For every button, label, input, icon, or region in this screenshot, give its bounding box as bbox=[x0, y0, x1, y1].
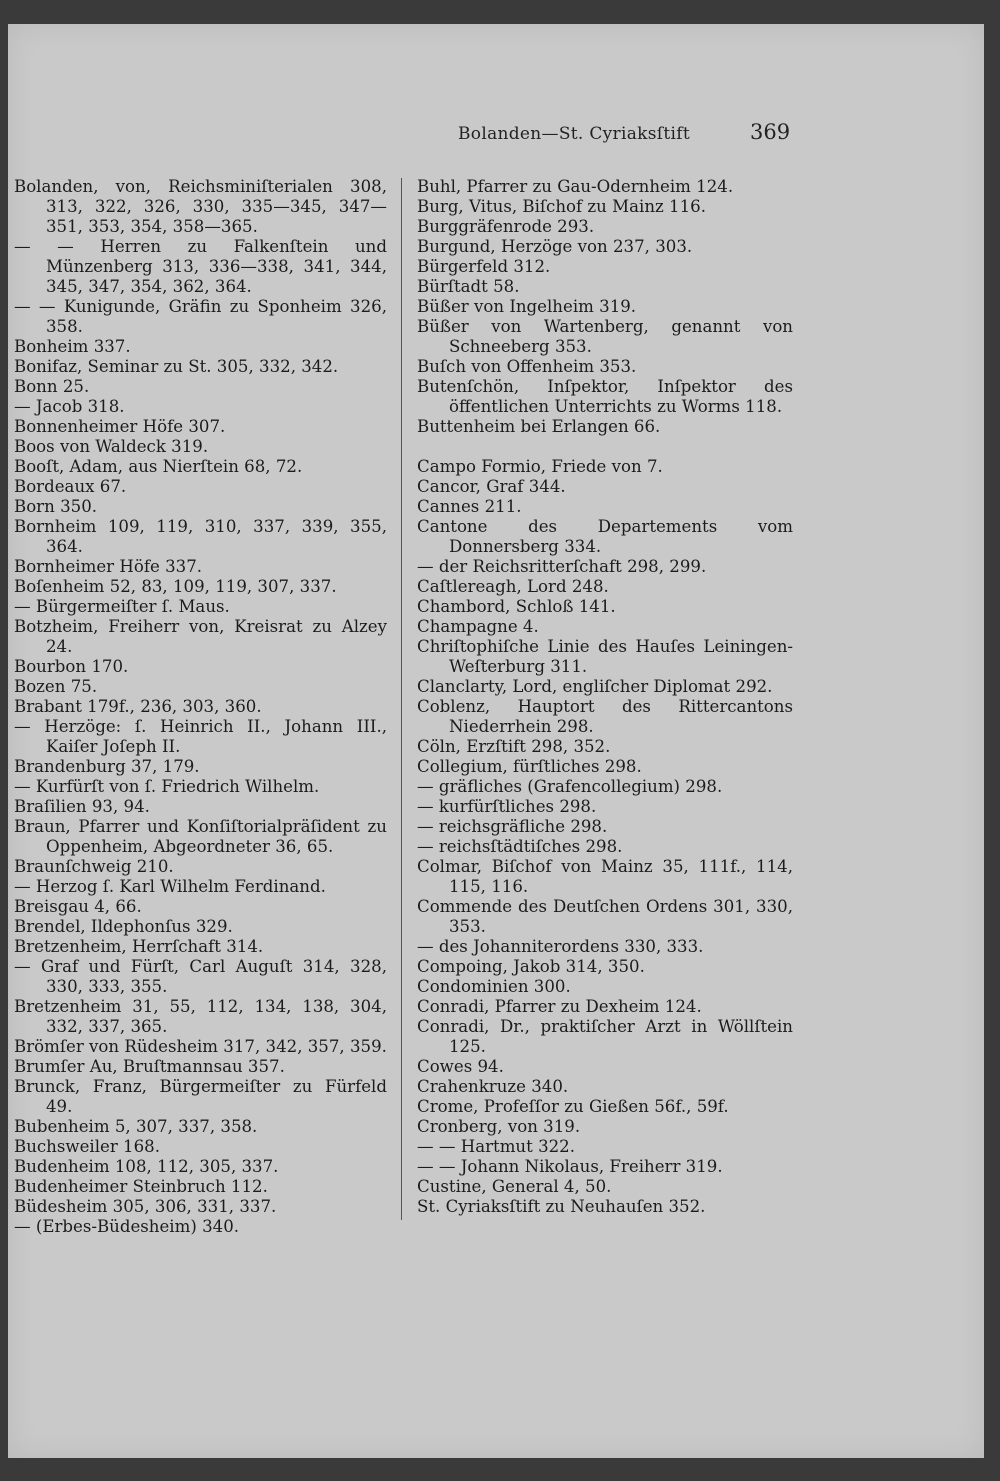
index-entry: Büßer von Wartenberg, genannt von Schneeberg 353. bbox=[417, 317, 793, 356]
index-entry: Bürgerfeld 312. bbox=[417, 257, 551, 276]
index-entry: Buſch von Offenheim 353. bbox=[417, 357, 637, 376]
index-entry: Bonifaz, Seminar zu St. 305, 332, 342. bbox=[14, 357, 339, 376]
index-entry: Bretzenheim, Herrſchaft 314. bbox=[14, 937, 264, 956]
index-entry: Brandenburg 37, 179. bbox=[14, 757, 200, 776]
index-entry: — der Reichsritterſchaft 298, 299. bbox=[417, 557, 707, 576]
index-entry: Chambord, Schloß 141. bbox=[417, 597, 616, 616]
index-entry: Champagne 4. bbox=[417, 617, 539, 636]
index-entry: — Graf und Fürſt, Carl Auguſt 314, 328, 330, 333, 355. bbox=[14, 957, 387, 996]
column-divider bbox=[401, 178, 402, 1220]
index-entry: Budenheimer Steinbruch 112. bbox=[14, 1177, 268, 1196]
index-entry: Cantone des Departements vom Donnersberg 334. bbox=[417, 517, 793, 556]
index-entry: Butenſchön, Inſpektor, Inſpektor des öffentlichen Unterrichts zu Worms 118. bbox=[417, 377, 793, 416]
index-entry: Buttenheim bei Erlangen 66. bbox=[417, 417, 661, 436]
book-page bbox=[8, 24, 984, 1458]
index-entry: Campo Formio, Friede von 7. bbox=[417, 457, 663, 476]
index-entry: Bozen 75. bbox=[14, 677, 98, 696]
index-entry: — Herzöge: ſ. Heinrich II., Johann III., Kaiſer Joſeph II. bbox=[14, 717, 387, 756]
index-entry: — — Johann Nikolaus, Freiherr 319. bbox=[417, 1157, 723, 1176]
index-entry: Caſtlereagh, Lord 248. bbox=[417, 577, 609, 596]
index-entry: — Herzog ſ. Karl Wilhelm Ferdinand. bbox=[14, 877, 326, 896]
index-entry: Bonheim 337. bbox=[14, 337, 131, 356]
index-entry: Compoing, Jakob 314, 350. bbox=[417, 957, 645, 976]
index-entry: — reichsgräfliche 298. bbox=[417, 817, 608, 836]
index-entry: Boſenheim 52, 83, 109, 119, 307, 337. bbox=[14, 577, 337, 596]
index-group-c bbox=[417, 457, 793, 1217]
index-entry: Clanclarty, Lord, engliſcher Diplomat 292. bbox=[417, 677, 773, 696]
index-entry: — Jacob 318. bbox=[14, 397, 125, 416]
index-entry: Bürſtadt 58. bbox=[417, 277, 520, 296]
index-entry: Bornheim 109, 119, 310, 337, 339, 355, 364. bbox=[14, 517, 387, 556]
index-column-right bbox=[417, 177, 793, 1217]
index-entry: Booſt, Adam, aus Nierſtein 68, 72. bbox=[14, 457, 303, 476]
index-entry: Cowes 94. bbox=[417, 1057, 504, 1076]
page-number: 369 bbox=[750, 120, 791, 144]
index-entry: Condominien 300. bbox=[417, 977, 571, 996]
index-entry: Born 350. bbox=[14, 497, 98, 516]
index-entry: Budenheim 108, 112, 305, 337. bbox=[14, 1157, 279, 1176]
index-entry: Bolanden, von, Reichsminiſterialen 308, 313, 322, 326, 330, 335—345, 347—351, 353, 354, 358—365. bbox=[14, 177, 387, 236]
index-entry: St. Cyriaksſtift zu Neuhauſen 352. bbox=[417, 1197, 706, 1216]
index-entry: Bourbon 170. bbox=[14, 657, 129, 676]
index-entry: Collegium, fürſtliches 298. bbox=[417, 757, 642, 776]
index-entry: — — Herren zu Falkenſtein und Münzenberg 313, 336—338, 341, 344, 345, 347, 354, 362, 364. bbox=[14, 237, 387, 296]
index-entry: Braunſchweig 210. bbox=[14, 857, 174, 876]
running-title: Bolanden—St. Cyriaksſtift bbox=[458, 124, 690, 144]
index-entry: Cronberg, von 319. bbox=[417, 1117, 581, 1136]
index-entry: Crome, Profeſſor zu Gießen 56f., 59f. bbox=[417, 1097, 729, 1116]
index-entry: — Bürgermeiſter ſ. Maus. bbox=[14, 597, 230, 616]
index-entry: — reichsſtädtiſches 298. bbox=[417, 837, 623, 856]
index-entry: Buhl, Pfarrer zu Gau-Odernheim 124. bbox=[417, 177, 734, 196]
index-entry: Brömſer von Rüdesheim 317, 342, 357, 359. bbox=[14, 1037, 387, 1056]
index-entry: — Kurfürſt von ſ. Friedrich Wilhelm. bbox=[14, 777, 320, 796]
index-entry: Cancor, Graf 344. bbox=[417, 477, 566, 496]
index-entry: Burgund, Herzöge von 237, 303. bbox=[417, 237, 693, 256]
index-entry: Custine, General 4, 50. bbox=[417, 1177, 612, 1196]
index-entry: Buchsweiler 168. bbox=[14, 1137, 160, 1156]
index-entry: Bordeaux 67. bbox=[14, 477, 127, 496]
index-entry: Cannes 211. bbox=[417, 497, 522, 516]
index-entry: Cöln, Erzſtift 298, 352. bbox=[417, 737, 611, 756]
index-entry: Burggräfenrode 293. bbox=[417, 217, 595, 236]
index-entry: Bornheimer Höfe 337. bbox=[14, 557, 203, 576]
group-spacer bbox=[417, 437, 793, 457]
index-entry: Conradi, Dr., praktiſcher Arzt in Wöllſtein 125. bbox=[417, 1017, 793, 1056]
index-entry: Bonnenheimer Höfe 307. bbox=[14, 417, 226, 436]
index-entry: Bretzenheim 31, 55, 112, 134, 138, 304, 332, 337, 365. bbox=[14, 997, 387, 1036]
index-entry: Brendel, Ildephonſus 329. bbox=[14, 917, 233, 936]
index-entry: — gräfliches (Grafencollegium) 298. bbox=[417, 777, 723, 796]
index-entry: Breisgau 4, 66. bbox=[14, 897, 142, 916]
index-entry: Botzheim, Freiherr von, Kreisrat zu Alzey 24. bbox=[14, 617, 387, 656]
index-column-left bbox=[14, 177, 387, 1237]
index-entry: Brabant 179f., 236, 303, 360. bbox=[14, 697, 262, 716]
index-entry: Braſilien 93, 94. bbox=[14, 797, 150, 816]
index-entry: Colmar, Biſchof von Mainz 35, 111f., 114, 115, 116. bbox=[417, 857, 793, 896]
index-entry: Bonn 25. bbox=[14, 377, 90, 396]
index-entry: Chriſtophiſche Linie des Hauſes Leiningen-Weſterburg 311. bbox=[417, 637, 793, 676]
index-entry: — des Johanniterordens 330, 333. bbox=[417, 937, 704, 956]
index-entry: Burg, Vitus, Biſchof zu Mainz 116. bbox=[417, 197, 706, 216]
index-entry: Büdesheim 305, 306, 331, 337. bbox=[14, 1197, 277, 1216]
index-entry: Brumſer Au, Bruſtmannsau 357. bbox=[14, 1057, 285, 1076]
index-entry: Braun, Pfarrer und Konſiſtorialpräſident zu Oppenheim, Abgeordneter 36, 65. bbox=[14, 817, 387, 856]
index-entry: Boos von Waldeck 319. bbox=[14, 437, 209, 456]
index-entry: Bubenheim 5, 307, 337, 358. bbox=[14, 1117, 258, 1136]
index-entry: Coblenz, Hauptort des Rittercantons Niederrhein 298. bbox=[417, 697, 793, 736]
index-entry: — (Erbes-Büdesheim) 340. bbox=[14, 1217, 240, 1236]
index-entry: Conradi, Pfarrer zu Dexheim 124. bbox=[417, 997, 702, 1016]
index-entry: Crahenkruze 340. bbox=[417, 1077, 569, 1096]
index-entry: — kurfürſtliches 298. bbox=[417, 797, 597, 816]
index-entry: Büßer von Ingelheim 319. bbox=[417, 297, 637, 316]
index-entry: — — Hartmut 322. bbox=[417, 1137, 576, 1156]
index-entry: Commende des Deutſchen Ordens 301, 330, 353. bbox=[417, 897, 793, 936]
index-entry: — — Kunigunde, Gräfin zu Sponheim 326, 358. bbox=[14, 297, 387, 336]
index-group-b bbox=[417, 177, 793, 437]
index-entry: Brunck, Franz, Bürgermeiſter zu Fürfeld 49. bbox=[14, 1077, 387, 1116]
